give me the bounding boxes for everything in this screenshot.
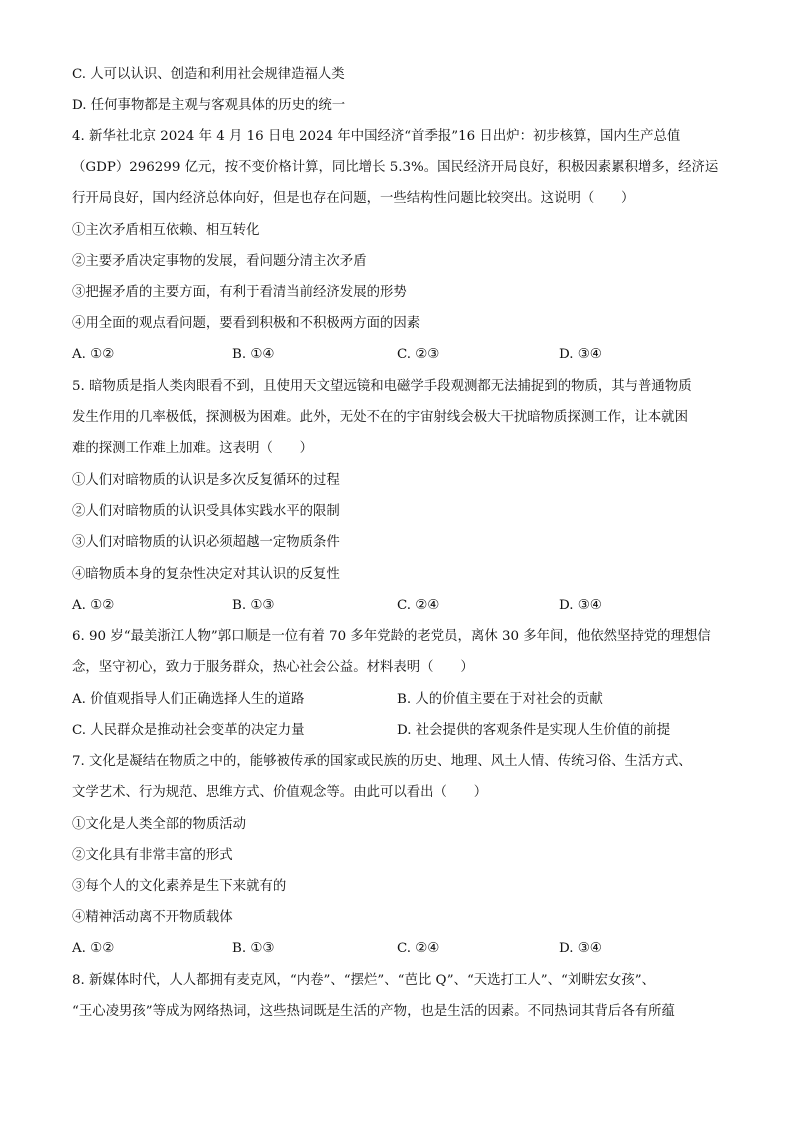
q6-option-d: D. 社会提供的客观条件是实现人生价值的前提 xyxy=(397,723,671,738)
q4-statement-1: ①主次矛盾相互依赖、相互转化 xyxy=(72,223,260,238)
q4-option-d: D. ③④ xyxy=(559,347,602,362)
q5-option-c: C. ②④ xyxy=(397,598,440,613)
q4-stem-line-3: 行开局良好，国内经济总体向好，但是也存在问题，一些结构性问题比较突出。这说明（ ） xyxy=(72,191,635,206)
q5-stem-line-1: 5. 暗物质是指人类肉眼看不到，且使用天文望远镜和电磁学手段观测都无法捕捉到的物质，其与普通物质 xyxy=(72,379,692,394)
q5-statement-3: ③人们对暗物质的认识必须超越一定物质条件 xyxy=(72,535,340,550)
q6-option-b: B. 人的价值主要在于对社会的贡献 xyxy=(397,692,603,707)
q7-option-d: D. ③④ xyxy=(559,941,602,956)
option-d-prev-question: D. 任何事物都是主观与客观具体的历史的统一 xyxy=(72,98,346,113)
q5-option-b: B. ①③ xyxy=(232,598,275,613)
q4-option-a: A. ①② xyxy=(72,347,115,362)
q5-statement-1: ①人们对暗物质的认识是多次反复循环的过程 xyxy=(72,473,340,488)
q8-stem-line-2: “王心凌男孩”等成为网络热词，这些热词既是生活的产物，也是生活的因素。不同热词其背后各有所蕴 xyxy=(72,1004,675,1019)
q4-option-c: C. ②③ xyxy=(397,347,440,362)
q7-option-c: C. ②④ xyxy=(397,941,440,956)
q5-option-a: A. ①② xyxy=(72,598,115,613)
q4-stem-line-1: 4. 新华社北京 2024 年 4 月 16 日电 2024 年中国经济“首季报”16 日出炉：初步核算，国内生产总值 xyxy=(72,129,681,144)
q7-option-a: A. ①② xyxy=(72,941,115,956)
q4-statement-4: ④用全面的观点看问题，要看到积极和不积极两方面的因素 xyxy=(72,316,421,331)
q6-option-c: C. 人民群众是推动社会变革的决定力量 xyxy=(72,723,305,738)
q5-statement-4: ④暗物质本身的复杂性决定对其认识的反复性 xyxy=(72,567,340,582)
q5-option-d: D. ③④ xyxy=(559,598,602,613)
q6-option-a: A. 价值观指导人们正确选择人生的道路 xyxy=(72,692,305,707)
q4-statement-2: ②主要矛盾决定事物的发展，看问题分清主次矛盾 xyxy=(72,254,367,269)
q7-statement-3: ③每个人的文化素养是生下来就有的 xyxy=(72,879,287,894)
q4-stem-line-2: （GDP）296299 亿元，按不变价格计算，同比增长 5.3%。国民经济开局良好，积极因素累积增多，经济运 xyxy=(72,160,719,175)
q5-stem-line-2: 发生作用的几率极低，探测极为困难。此外，无处不在的宇宙射线会极大干扰暗物质探测工作，让本就困 xyxy=(72,410,688,425)
q7-statement-1: ①文化是人类全部的物质活动 xyxy=(72,817,247,832)
q5-statement-2: ②人们对暗物质的认识受具体实践水平的限制 xyxy=(72,504,340,519)
q4-option-b: B. ①④ xyxy=(232,347,275,362)
q7-statement-2: ②文化具有非常丰富的形式 xyxy=(72,848,233,863)
q7-statement-4: ④精神活动离不开物质载体 xyxy=(72,910,233,925)
q8-stem-line-1: 8. 新媒体时代，人人都拥有麦克风，“内卷”、“摆烂”、“芭比 Q”、“天选打工人”、“刘畊宏女孩”、 xyxy=(72,973,656,988)
option-c-prev-question: C. 人可以认识、创造和利用社会规律造福人类 xyxy=(72,67,345,82)
q7-stem-line-1: 7. 文化是凝结在物质之中的，能够被传承的国家或民族的历史、地理、风土人情、传统习俗、生活方式、 xyxy=(72,754,692,769)
q6-stem-line-1: 6. 90 岁“最美浙江人物”郭口顺是一位有着 70 多年党龄的老党员，离休 30 多年间，他依然坚持党的理想信 xyxy=(72,629,711,644)
q5-stem-line-3: 难的探测工作难上加难。这表明（ ） xyxy=(72,441,314,456)
q6-stem-line-2: 念，坚守初心，致力于服务群众，热心社会公益。材料表明（ ） xyxy=(72,660,474,675)
q7-option-b: B. ①③ xyxy=(232,941,275,956)
q4-statement-3: ③把握矛盾的主要方面，有利于看清当前经济发展的形势 xyxy=(72,285,407,300)
q7-stem-line-2: 文学艺术、行为规范、思维方式、价值观念等。由此可以看出（ ） xyxy=(72,785,488,800)
